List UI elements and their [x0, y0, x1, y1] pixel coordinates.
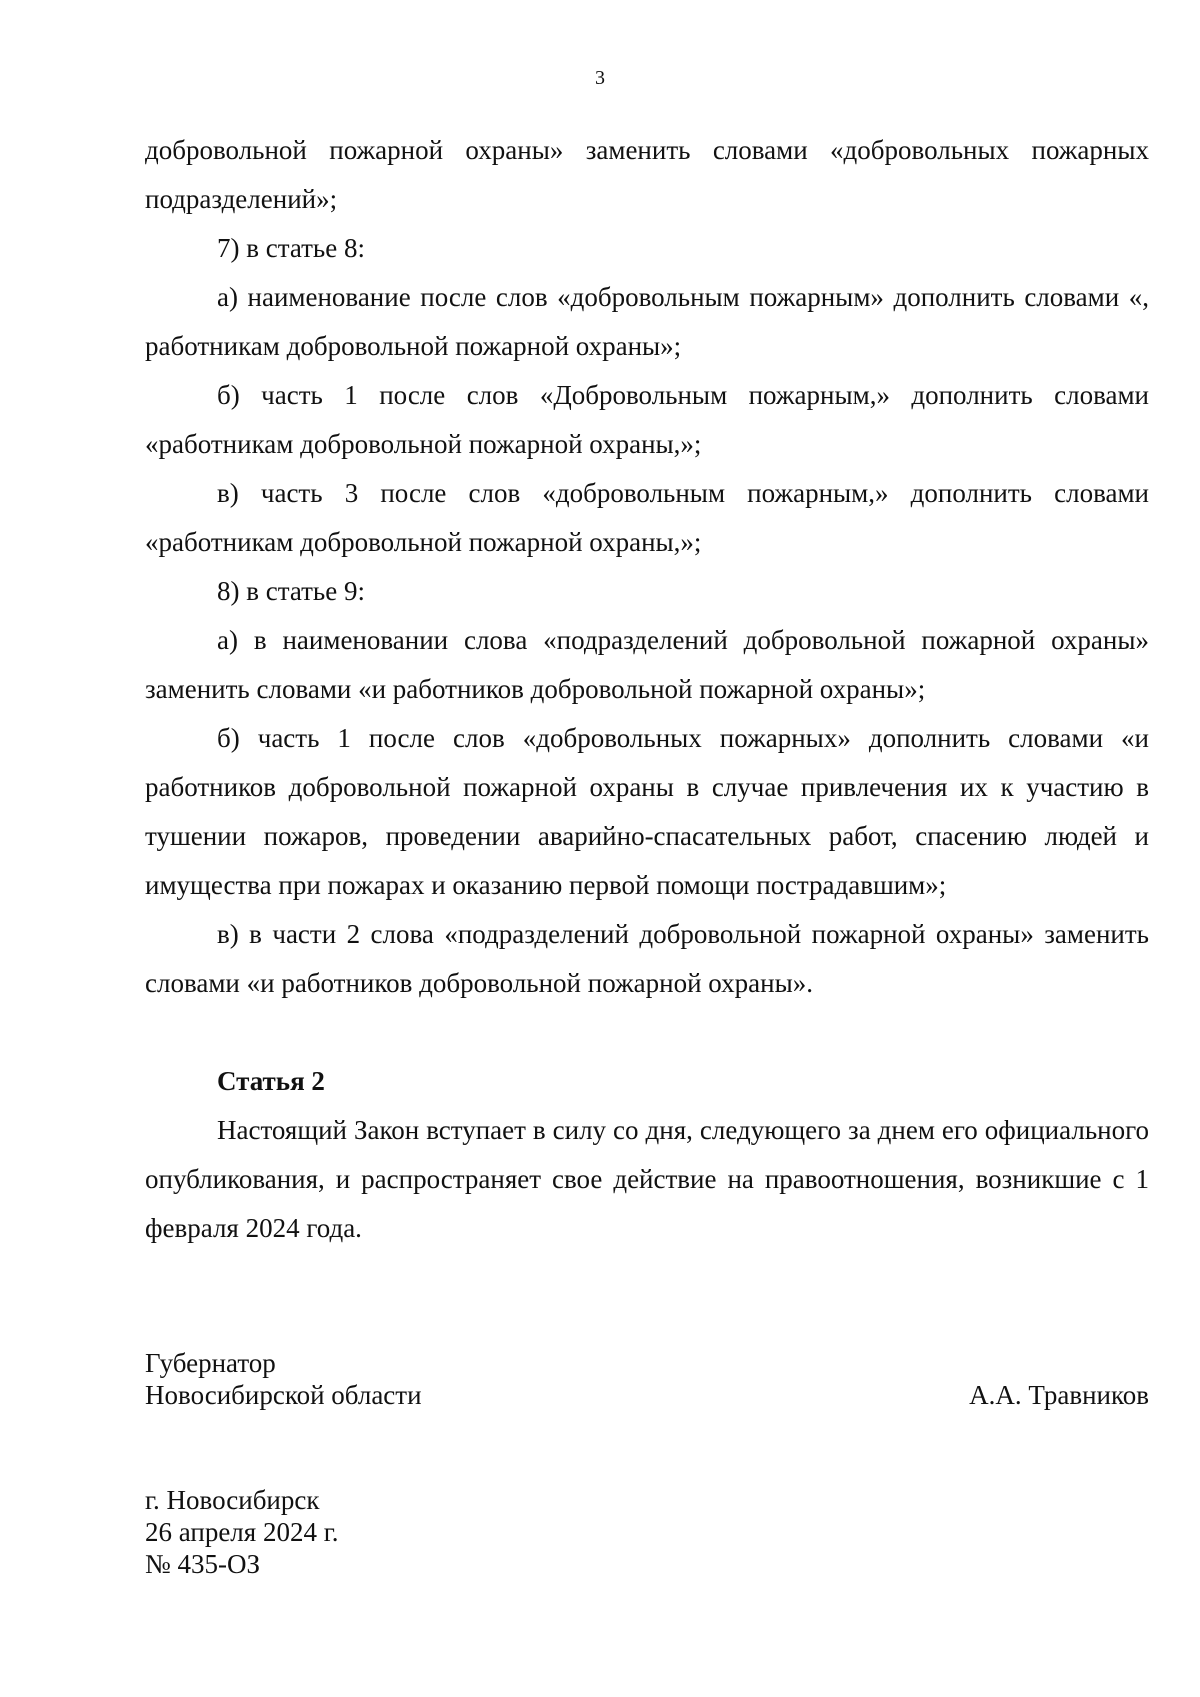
place-date-number-block	[145, 1484, 338, 1580]
paragraph-continuation: добровольной пожарной охраны» заменить словами «добровольных пожарных подразделений»;	[145, 135, 1149, 214]
item-8: 8) в статье 9:	[217, 576, 365, 606]
item-8v: в) в части 2 слова «подразделений добровольной пожарной охраны» заменить словами «и работников добровольной пожарной охраны».	[145, 919, 1149, 998]
law-number: № 435-ОЗ	[145, 1549, 261, 1579]
page-number: 3	[595, 67, 605, 89]
item-7v: в) часть 3 после слов «добровольным пожарным,» дополнить словами «работникам добровольной пожарной охраны,»;	[145, 478, 1149, 557]
document-body	[145, 126, 1149, 1253]
item-7: 7) в статье 8:	[217, 233, 365, 263]
signatory-name: А.А. Травников	[969, 1380, 1149, 1410]
item-8a: а) в наименовании слова «подразделений добровольной пожарной охраны» заменить словами «и работников добровольной пожарной охраны»;	[145, 625, 1149, 704]
signature-block	[145, 1347, 1149, 1411]
item-8b: б) часть 1 после слов «добровольных пожарных» дополнить словами «и работников добровольной пожарной охраны в случае привлечения их к участию в тушении пожаров, проведении аварийно-спасательных работ, спасению людей и имущества при пожарах и оказанию первой помощи пострадавшим»;	[145, 723, 1149, 900]
signature-title-line-2: Новосибирской области	[145, 1380, 422, 1410]
article-2-heading: Статья 2	[217, 1066, 325, 1096]
date: 26 апреля 2024 г.	[145, 1517, 339, 1547]
item-7a: а) наименование после слов «добровольным пожарным» дополнить словами «, работникам добровольной пожарной охраны»;	[145, 282, 1149, 361]
article-2-text: Настоящий Закон вступает в силу со дня, следующего за днем его официального опубликования, и распространяет свое действие на правоотношения, возникшие с 1 февраля 2024 года.	[145, 1115, 1149, 1243]
signature-title-line-1: Губернатор	[145, 1348, 276, 1378]
city: г. Новосибирск	[145, 1485, 320, 1515]
item-7b: б) часть 1 после слов «Добровольным пожарным,» дополнить словами «работникам добровольной пожарной охраны,»;	[145, 380, 1149, 459]
